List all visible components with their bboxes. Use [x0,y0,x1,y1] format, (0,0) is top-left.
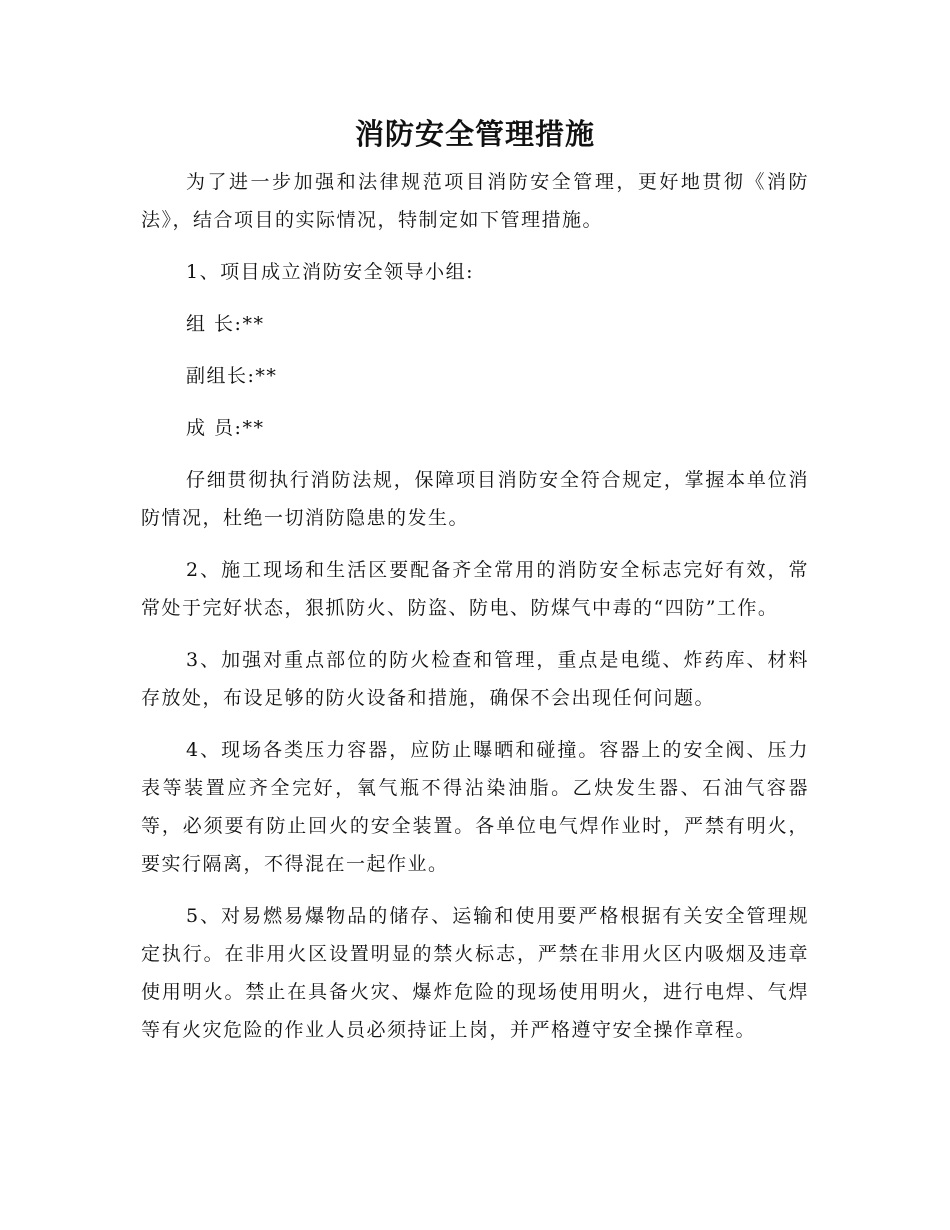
document-body [141,163,809,1049]
item-4-paragraph: 4、现场各类压力容器，应防止曝晒和碰撞。容器上的安全阀、压力表等装置应齐全完好，氧气瓶不得沾染油脂。乙炔发生器、石油气容器等，必须要有防止回火的安全装置。各单位电气焊作业时，严禁有明火，要实行隔离，不得混在一起作业。 [141,739,809,875]
intro-paragraph: 为了进一步加强和法律规范项目消防安全管理，更好地贯彻《消防法》，结合项目的实际情况，特制定如下管理措施。 [141,171,809,231]
deputy-leader-line: 副组长:** [186,365,278,387]
item-3-paragraph: 3、加强对重点部位的防火检查和管理，重点是电缆、炸药库、材料存放处，布设足够的防火设备和措施，确保不会出现任何问题。 [141,649,809,709]
members-line: 成 员:** [186,417,265,439]
group-leader-line: 组 长:** [186,313,265,335]
document-title: 消防安全管理措施 [354,117,595,151]
item-2-paragraph: 2、施工现场和生活区要配备齐全常用的消防安全标志完好有效，常常处于完好状态，狠抓防火、防盗、防电、防煤气中毒的“四防”工作。 [141,559,809,619]
item-5-paragraph: 5、对易燃易爆物品的储存、运输和使用要严格根据有关安全管理规定执行。在非用火区设置明显的禁火标志，严禁在非用火区内吸烟及违章使用明火。禁止在具备火灾、爆炸危险的现场使用明火，进行电焊、气焊等有火灾危险的作业人员必须持证上岗，并严格遵守安全操作章程。 [141,905,809,1041]
item-1-heading: 1、项目成立消防安全领导小组: [186,261,474,283]
duty-paragraph: 仔细贯彻执行消防法规，保障项目消防安全符合规定，掌握本单位消防情况，杜绝一切消防隐患的发生。 [141,469,809,529]
